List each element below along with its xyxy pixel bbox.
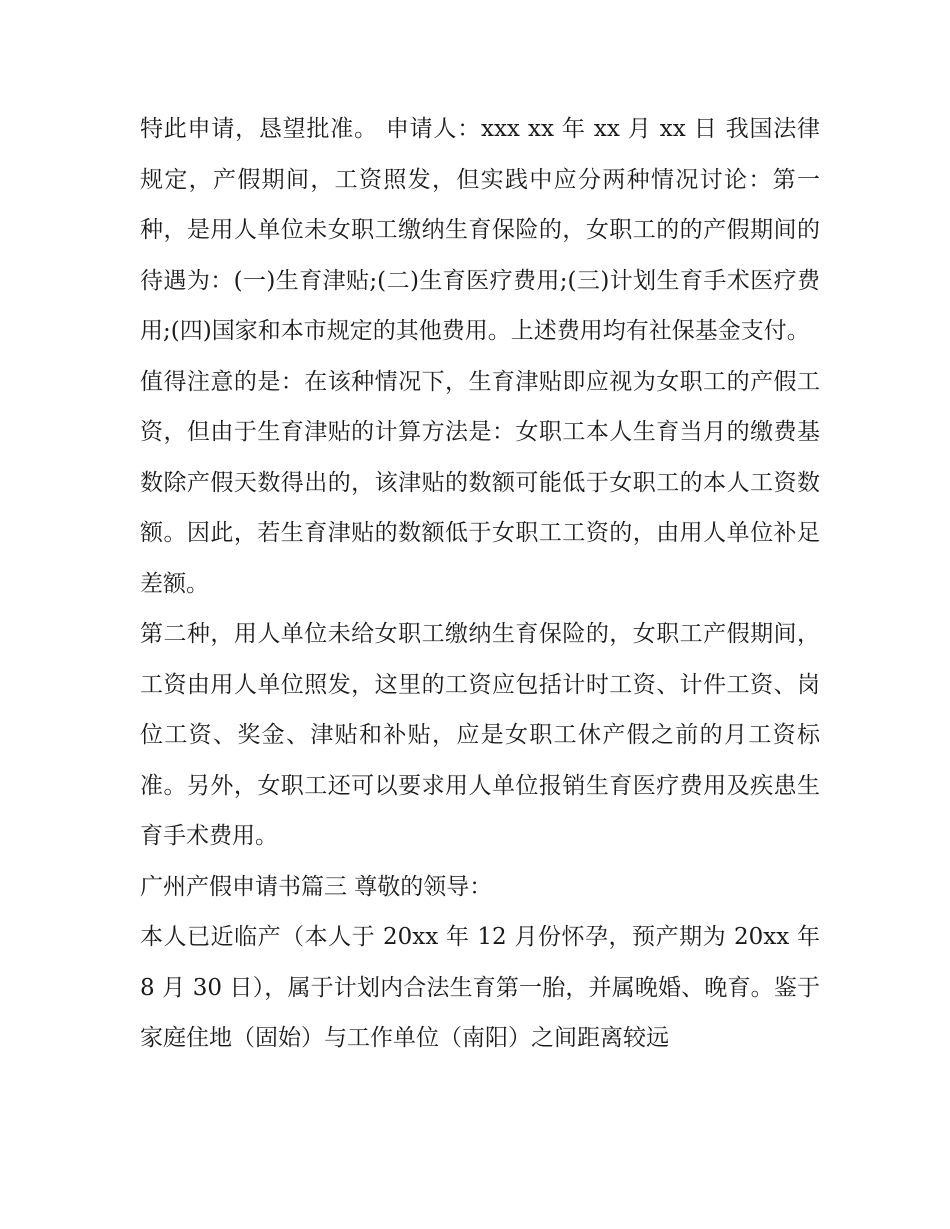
paragraph-application-body: 本人已近临产（本人于 20xx 年 12 月份怀孕，预产期为 20xx 年 8 月 30 日），属于计划内合法生育第一胎，并属晚婚、晚育。鉴于家庭住地（固始）与工作单位（南阳）之间距离较远 — [140, 924, 820, 1051]
paragraph-section-heading: 广州产假申请书篇三 尊敬的领导： — [140, 873, 493, 900]
paragraph-second-case: 第二种，用人单位未给女职工缴纳生育保险的，女职工产假期间，工资由用人单位照发，这里的工资应包括计时工资、计件工资、岗位工资、奖金、津贴和补贴，应是女职工休产假之前的月工资标准。另外，女职工还可以要求用人单位报销生育医疗费用及疾患生育手术费用。 — [140, 621, 820, 849]
paragraph-notice: 值得注意的是：在该种情况下，生育津贴即应视为女职工的产假工资，但由于生育津贴的计算方法是：女职工本人生育当月的缴费基数除产假天数得出的，该津贴的数额可能低于女职工的本人工资数额。因此，若生育津贴的数额低于女职工工资的，由用人单位补足差额。 — [140, 368, 820, 597]
paragraph-application-closing: 特此申请，恳望批准。 申请人：xxx xx 年 xx 月 xx 日 我国法律规定，产假期间，工资照发，但实践中应分两种情况讨论：第一种，是用人单位未女职工缴纳生育保险的，女职工的的产假期间的待遇为：(一)生育津贴;(二)生育医疗费用;(三)计划生育手术医疗费用;(四)国家和本市规定的其他费用。上述费用均有社保基金支付。 — [140, 116, 820, 344]
document-body — [140, 104, 820, 1064]
